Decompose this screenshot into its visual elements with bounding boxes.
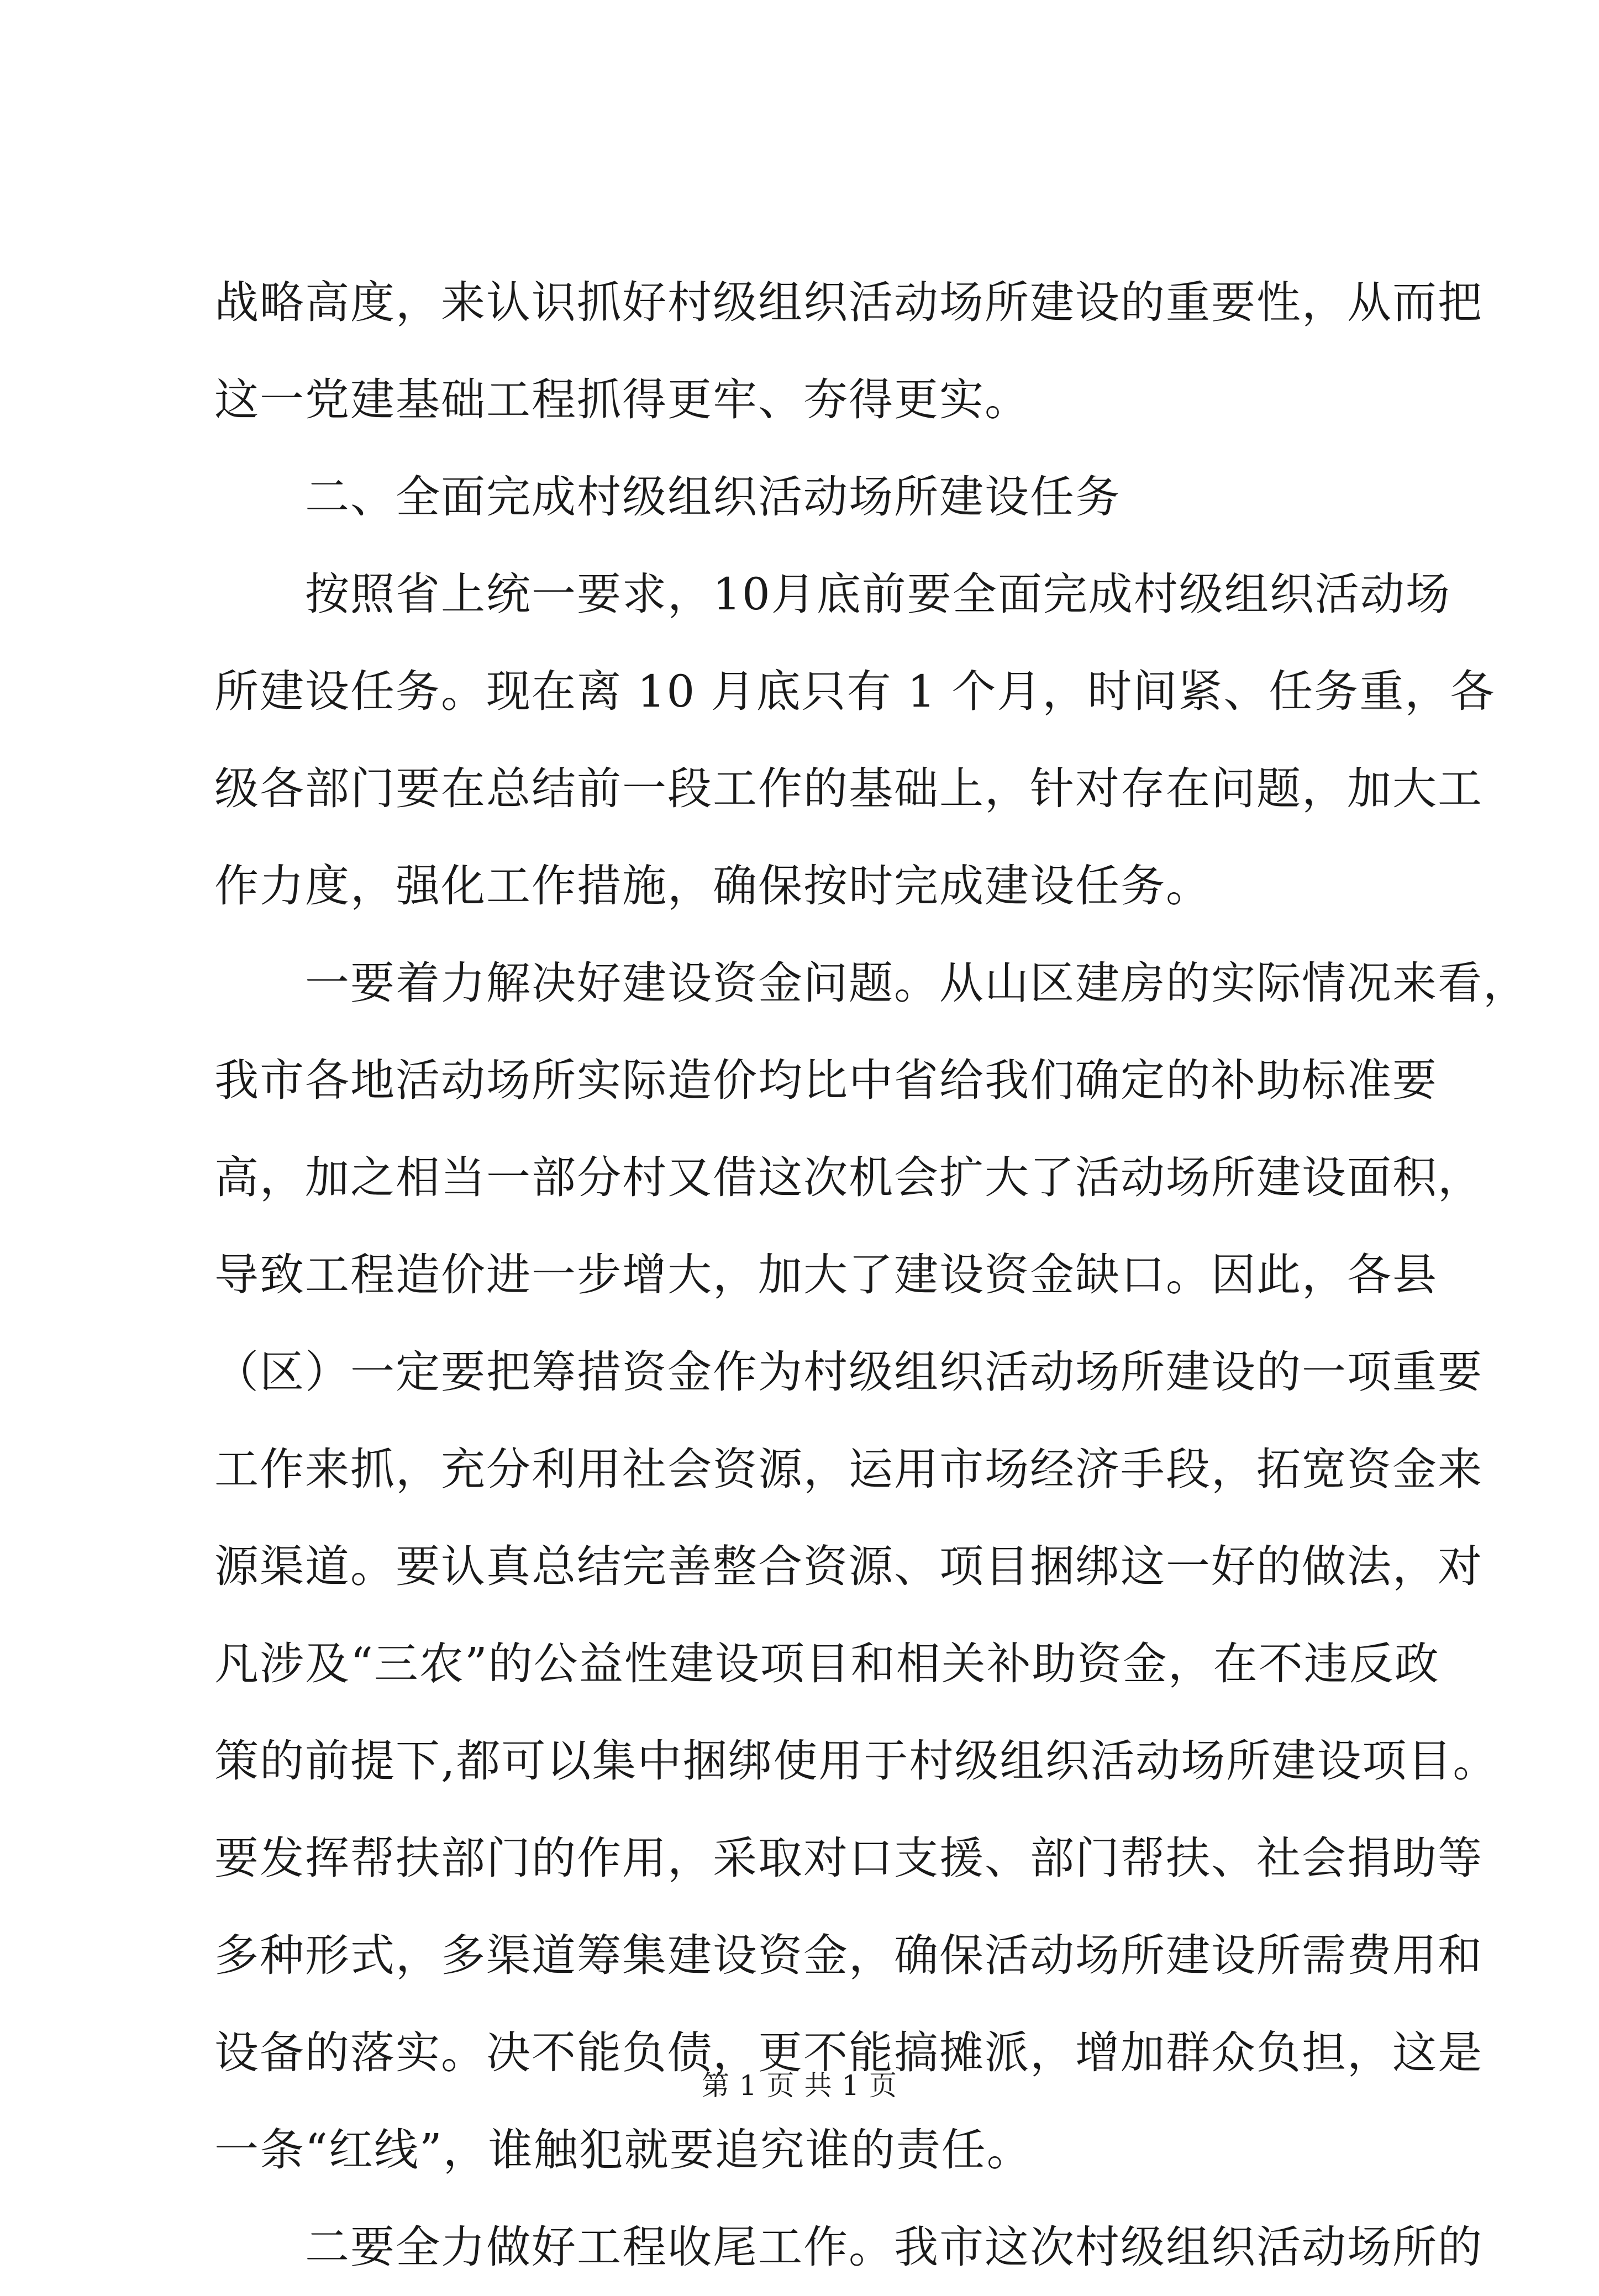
text-line: 一条“红线”，谁触犯就要追究谁的责任。 (214, 2124, 1032, 2176)
text-line: 级各部门要在总结前一段工作的基础上，针对存在问题，加大工 (214, 763, 1483, 814)
text-line: 要发挥帮扶部门的作用，采取对口支援、部门帮扶、社会捐助等 (214, 1832, 1483, 1884)
page-footer: 第 1 页 共 1 页 (701, 2069, 898, 2102)
text-line: （区）一定要把筹措资金作为村级组织活动场所建设的一项重要 (214, 1346, 1483, 1398)
text-line: 所建设任务。现在离 10 月底只有 1 个月，时间紧、任务重，各 (214, 666, 1496, 717)
text-line: 工作来抓，充分利用社会资源，运用市场经济手段，拓宽资金来 (214, 1444, 1483, 1495)
text-line: 源渠道。要认真总结完善整合资源、项目捆绑这一好的做法，对 (214, 1541, 1483, 1592)
text-line: 导致工程造价进一步增大，加大了建设资金缺口。因此，各县 (214, 1249, 1438, 1300)
text-line: 二要全力做好工程收尾工作。我市这次村级组织活动场所的 (305, 2221, 1483, 2273)
text-line: 按照省上统一要求，10月底前要全面完成村级组织活动场 (305, 568, 1451, 620)
text-line: 战略高度，来认识抓好村级组织活动场所建设的重要性，从而把 (214, 277, 1483, 328)
text-line: 设备的落实。决不能负债，更不能搞摊派，增加群众负担，这是 (214, 2027, 1483, 2078)
text-line: 作力度，强化工作措施，确保按时完成建设任务。 (214, 860, 1211, 912)
text-line: 一要着力解决好建设资金问题。从山区建房的实际情况来看， (305, 957, 1528, 1009)
text-line: 这一党建基础工程抓得更牢、夯得更实。 (214, 374, 1030, 425)
text-line: 凡涉及“三农”的公益性建设项目和相关补助资金，在不违反政 (214, 1638, 1440, 1689)
text-line: 我市各地活动场所实际造价均比中省给我们确定的补助标准要 (214, 1055, 1438, 1106)
document-body (214, 254, 1528, 2296)
text-line: 多种形式，多渠道筹集建设资金，确保活动场所建设所需费用和 (214, 1930, 1483, 1981)
text-line: 高，加之相当一部分村又借这次机会扩大了活动场所建设面积， (214, 1152, 1483, 1203)
text-line: 策的前提下,都可以集中捆绑使用于村级组织活动场所建设项目。 (214, 1735, 1498, 1787)
section-heading: 二、全面完成村级组织活动场所建设任务 (305, 471, 1121, 523)
